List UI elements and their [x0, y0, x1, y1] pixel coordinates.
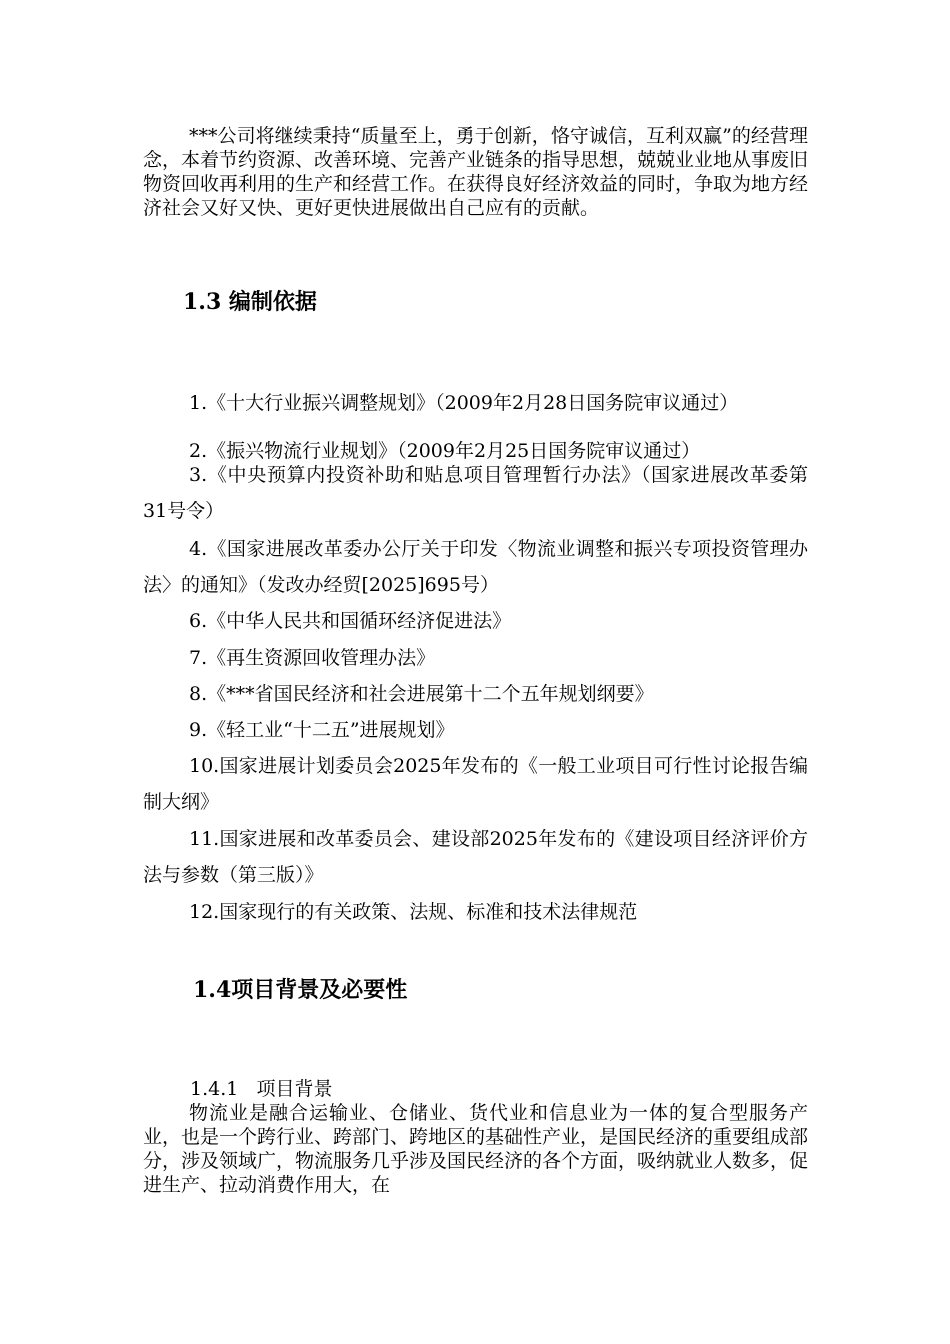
basis-item-3: 3.《中央预算内投资补助和贴息项目管理暂行办法》（国家进展改革委第31号令） — [143, 464, 808, 522]
subsection-heading-1-4-1: 1.4.1 项目背景 — [190, 1078, 333, 1100]
basis-item-2: 2.《振兴物流行业规划》（2009年2月25日国务院审议通过） — [189, 440, 701, 462]
basis-item-7: 7.《再生资源回收管理办法》 — [189, 647, 436, 669]
basis-item-12: 12.国家现行的有关政策、法规、标准和技术法律规范 — [189, 901, 638, 923]
basis-item-10: 10.国家进展计划委员会2025年发布的《一般工业项目可行性讨论报告编制大纲》 — [143, 755, 808, 813]
basis-item-8: 8.《***省国民经济和社会进展第十二个五年规划纲要》 — [189, 683, 654, 705]
section-heading-1-3: 1.3 编制依据 — [183, 289, 317, 315]
basis-item-6: 6.《中华人民共和国循环经济促进法》 — [189, 610, 512, 632]
basis-item-11: 11.国家进展和改革委员会、建设部2025年发布的《建设项目经济评价方法与参数（第三版）》 — [143, 828, 808, 886]
basis-item-9: 9.《轻工业“十二五”进展规划》 — [189, 719, 455, 741]
basis-item-1: 1.《十大行业振兴调整规划》（2009年2月28日国务院审议通过） — [189, 392, 739, 414]
section-heading-1-4: 1.4项目背景及必要性 — [193, 977, 408, 1003]
background-paragraph: 物流业是融合运输业、仓储业、货代业和信息业为一体的复合型服务产业，也是一个跨行业、跨部门、跨地区的基础性产业，是国民经济的重要组成部分，涉及领域广，物流服务几乎涉及国民经济的各个方面，吸纳就业人数多，促进生产、拉动消费作用大，在 — [143, 1102, 809, 1196]
basis-item-4: 4.《国家进展改革委办公厅关于印发〈物流业调整和振兴专项投资管理办法〉的通知》（发改办经贸[2025]695号） — [143, 538, 808, 596]
intro-paragraph: ***公司将继续秉持“质量至上，勇于创新，恪守诚信，互利双赢”的经营理念，本着节约资源、改善环境、完善产业链条的指导思想，兢兢业业地从事废旧物资回收再利用的生产和经营工作。在获得良好经济效益的同时，争取为地方经济社会又好又快、更好更快进展做出自己应有的贡献。 — [143, 125, 809, 219]
